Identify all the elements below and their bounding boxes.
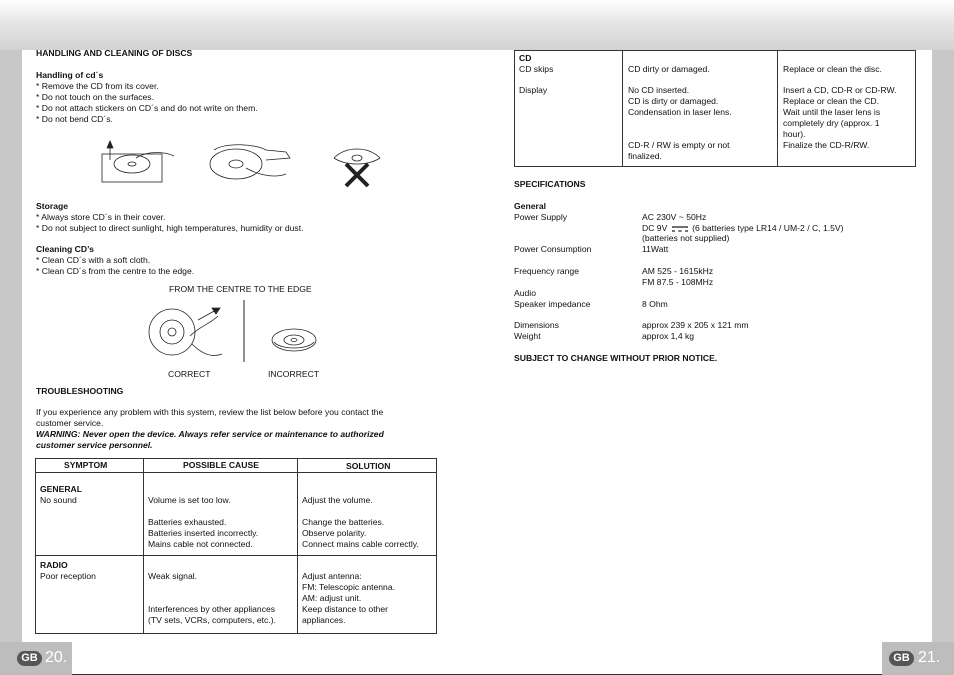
country-badge: GB xyxy=(889,651,914,666)
specifications-heading: SPECIFICATIONS xyxy=(514,179,586,189)
solution-cell: Keep distance to other xyxy=(302,604,388,614)
solution-cell: Adjust antenna: xyxy=(302,571,362,581)
spec-value: 8 Ohm xyxy=(642,299,668,309)
header-band xyxy=(0,0,954,50)
table-header-symptom: SYMPTOM xyxy=(64,460,108,470)
solution-cell: FM: Telescopic antenna. xyxy=(302,582,395,592)
specs-general-title: General xyxy=(514,201,547,211)
cause-cell: Mains cable not connected. xyxy=(148,539,253,549)
spec-label: Frequency range xyxy=(514,266,579,276)
dc-battery-info: (6 batteries type LR14 / UM-2 / C, 1.5V) xyxy=(692,223,844,233)
cause-cell: CD-R / RW is empty or not xyxy=(628,140,730,150)
spec-value: 11Watt xyxy=(642,244,669,254)
solution-cell: Replace or clean the disc. xyxy=(783,64,882,74)
spec-label: Dimensions xyxy=(514,320,559,330)
spec-label: Speaker impedance xyxy=(514,299,591,309)
cleaning-direction-illustration xyxy=(140,296,330,366)
bend-cd-forbidden-illustration xyxy=(334,149,380,186)
solution-cell: Finalize the CD-R/RW. xyxy=(783,140,870,150)
solution-cell: Insert a CD, CD-R or CD-RW. xyxy=(783,85,897,95)
troubleshooting-heading: TROUBLESHOOTING xyxy=(36,386,124,396)
cd-section-title: CD xyxy=(519,53,532,63)
solution-cell: appliances. xyxy=(302,615,346,625)
spec-label: Power Supply xyxy=(514,212,568,222)
cause-cell: No CD inserted. xyxy=(628,85,690,95)
storage-item: * Do not subject to direct sunlight, high temperatures, humidity or dust. xyxy=(36,223,304,233)
cause-cell: finalized. xyxy=(628,151,662,161)
handling-item: * Do not touch on the surfaces. xyxy=(36,92,154,102)
handling-item: * Do not attach stickers on CD´s and do not write on them. xyxy=(36,103,258,113)
cause-cell: Weak signal. xyxy=(148,571,198,581)
solution-cell: Wait until the laser lens is xyxy=(783,107,881,117)
radio-symptom: Poor reception xyxy=(40,571,96,581)
page-number: 20. xyxy=(45,649,68,666)
country-badge: GB xyxy=(17,651,42,666)
right-margin-bar xyxy=(932,50,954,642)
solution-cell: AM: adjust unit. xyxy=(302,593,362,603)
general-symptom: No sound xyxy=(40,495,77,505)
handling-item: * Do not bend CD´s. xyxy=(36,114,113,124)
spec-value: AC 230V ~ 50Hz xyxy=(642,212,707,222)
cause-cell: Batteries inserted incorrectly. xyxy=(148,528,259,538)
cleaning-item: * Clean CD´s with a soft cloth. xyxy=(36,255,151,265)
table-column-divider xyxy=(777,50,778,167)
incorrect-cleaning-illustration xyxy=(272,329,316,351)
incorrect-label: INCORRECT xyxy=(268,369,320,379)
cleaning-title: Cleaning CD’s xyxy=(36,244,94,254)
spec-value: approx 1,4 kg xyxy=(642,331,695,341)
handling-item: * Remove the CD from its cover. xyxy=(36,81,159,91)
cause-cell: CD dirty or damaged. xyxy=(628,64,710,74)
table-header-solution: SOLUTION xyxy=(346,461,391,471)
spec-value: approx 239 x 205 x 121 mm xyxy=(642,320,749,330)
storage-title: Storage xyxy=(36,201,68,211)
spec-label: Weight xyxy=(514,331,541,341)
cd-symptom: Display xyxy=(519,85,548,95)
solution-cell: Replace or clean the CD. xyxy=(783,96,880,106)
cause-cell: Condensation in laser lens. xyxy=(628,107,732,117)
table-header-divider xyxy=(35,472,437,473)
right-page-footer xyxy=(882,642,954,675)
solution-cell: Adjust the volume. xyxy=(302,495,373,505)
warning-text: customer service personnel. xyxy=(36,440,153,450)
disc-handling-illustrations xyxy=(96,138,396,190)
spec-value: FM 87.5 - 108MHz xyxy=(642,277,714,287)
dc-voltage: DC 9V xyxy=(642,223,668,233)
correct-cleaning-illustration xyxy=(149,308,222,356)
spec-label: Audio xyxy=(514,288,536,298)
solution-cell: Observe polarity. xyxy=(302,528,367,538)
spec-value: (batteries not supplied) xyxy=(642,233,730,243)
page-number: 21. xyxy=(918,649,941,666)
cleaning-direction-caption: FROM THE CENTRE TO THE EDGE xyxy=(169,284,312,294)
left-margin-bar xyxy=(0,50,22,642)
hold-cd-illustration xyxy=(210,145,290,179)
dc-symbol-icon xyxy=(671,225,689,233)
table-header-cause: POSSIBLE CAUSE xyxy=(183,460,259,470)
cause-cell: Volume is set too low. xyxy=(148,495,231,505)
solution-cell: completely dry (approx. 1 xyxy=(783,118,880,128)
cause-cell: CD is dirty or damaged. xyxy=(628,96,719,106)
correct-label: CORRECT xyxy=(168,369,211,379)
change-notice: SUBJECT TO CHANGE WITHOUT PRIOR NOTICE. xyxy=(514,353,718,363)
spec-value: AM 525 - 1615kHz xyxy=(642,266,714,276)
cause-cell: Batteries exhausted. xyxy=(148,517,227,527)
cd-symptom: CD skips xyxy=(519,64,554,74)
radio-section-title: RADIO xyxy=(40,560,68,570)
intro-text: customer service. xyxy=(36,418,104,428)
warning-text: WARNING: Never open the device. Always refer service or maintenance to authorized xyxy=(36,429,384,439)
spec-label: Power Consumption xyxy=(514,244,592,254)
solution-cell: Change the batteries. xyxy=(302,517,385,527)
cleaning-item: * Clean CD´s from the centre to the edge. xyxy=(36,266,195,276)
table-column-divider xyxy=(143,458,144,634)
remove-cd-illustration xyxy=(102,141,174,182)
handling-subtitle: Handling of cd´s xyxy=(36,70,104,80)
left-page-footer xyxy=(0,642,72,675)
intro-text: If you experience any problem with this system, review the list below before you contact the xyxy=(36,407,384,417)
table-row-divider xyxy=(35,555,437,556)
cause-cell: (TV sets, VCRs, computers, etc.). xyxy=(148,615,276,625)
cause-cell: Interferences by other appliances xyxy=(148,604,276,614)
table-column-divider xyxy=(297,458,298,634)
handling-heading: HANDLING AND CLEANING OF DISCS xyxy=(36,48,193,58)
solution-cell: hour). xyxy=(783,129,806,139)
general-section-title: GENERAL xyxy=(40,484,83,494)
solution-cell: Connect mains cable correctly. xyxy=(302,539,419,549)
table-column-divider xyxy=(622,50,623,167)
storage-item: * Always store CD´s in their cover. xyxy=(36,212,166,222)
